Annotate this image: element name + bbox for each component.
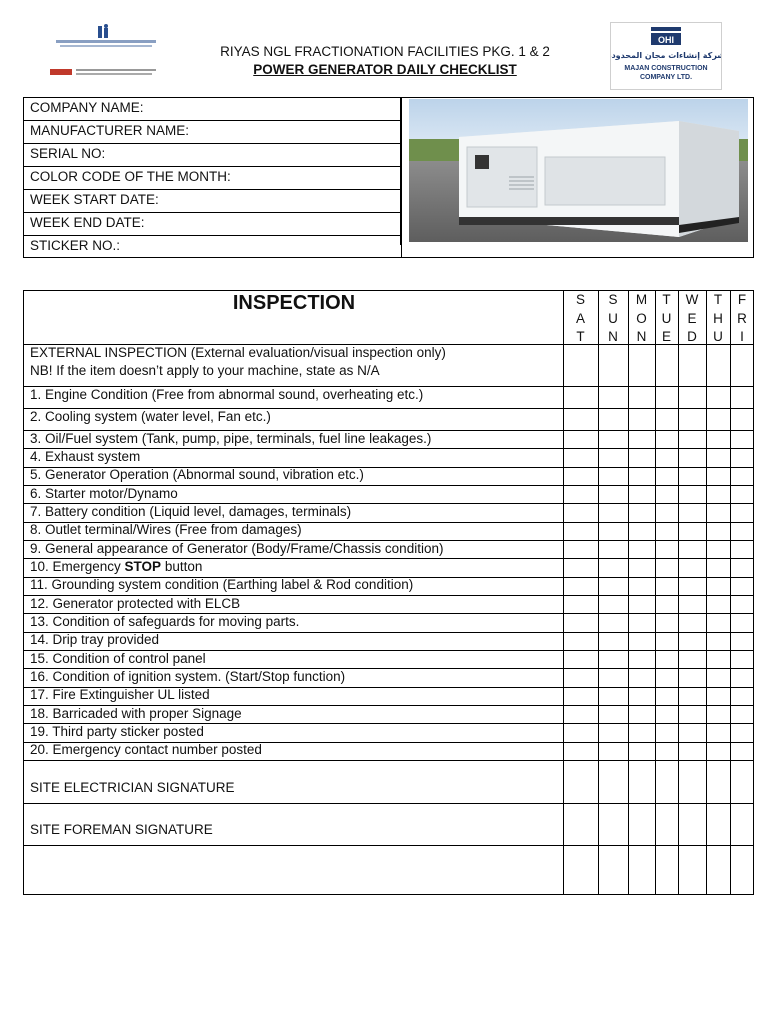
checklist-item: 14. Drip tray provided [30, 632, 160, 647]
checklist-item: 9. General appearance of Generator (Body/Frame/Chassis condition) [30, 541, 444, 556]
svg-text:MAJAN CONSTRUCTION: MAJAN CONSTRUCTION [624, 65, 708, 72]
week-start-date-field[interactable]: WEEK START DATE: [24, 190, 400, 213]
day-header-tue: T U E [661, 292, 672, 344]
day-header-mon: M O N [635, 292, 648, 344]
site-foreman-signature-label: SITE FOREMAN SIGNATURE [30, 822, 213, 837]
checklist-item-emergency-stop: 10. Emergency STOP button [30, 559, 203, 574]
day-header-sat: S A T [575, 292, 585, 344]
serial-no-field[interactable]: SERIAL NO: [24, 144, 400, 167]
company-name-field[interactable]: COMPANY NAME: [24, 98, 400, 121]
svg-text:COMPANY LTD.: COMPANY LTD. [639, 74, 693, 81]
day-header-wed: W E D [685, 292, 699, 344]
checklist-item: 4. Exhaust system [30, 449, 141, 464]
checklist-item: 7. Battery condition (Liquid level, damages, terminals) [30, 504, 352, 519]
sticker-no-field[interactable]: STICKER NO.: [30, 238, 121, 253]
checklist-item: 6. Starter motor/Dynamo [30, 486, 178, 501]
external-inspection-note: EXTERNAL INSPECTION (External evaluation/visual inspection only) [30, 345, 446, 360]
checklist-title: POWER GENERATOR DAILY CHECKLIST [253, 62, 517, 77]
site-electrician-signature-label: SITE ELECTRICIAN SIGNATURE [30, 780, 235, 795]
manufacturer-name-field[interactable]: MANUFACTURER NAME: [24, 121, 400, 144]
svg-text:OHI: OHI [657, 35, 675, 45]
day-header-fri: F R I [737, 292, 747, 344]
svg-text:شركة إنشاءات مجان المحدودة: شركة إنشاءات مجان المحدودة [611, 51, 721, 60]
checklist-item: 18. Barricaded with proper Signage [30, 706, 242, 721]
checklist-item: 16. Condition of ignition system. (Start/Stop function) [30, 669, 346, 684]
generator-photo [409, 99, 748, 242]
checklist-item: 20. Emergency contact number posted [30, 742, 262, 757]
checklist-item: 8. Outlet terminal/Wires (Free from damages) [30, 522, 302, 537]
checklist-item: 11. Grounding system condition (Earthing label & Rod condition) [30, 577, 414, 592]
client-logo [46, 24, 166, 82]
document-title: RIYAS NGL FRACTIONATION FACILITIES PKG. 1 & 2 [220, 44, 550, 59]
checklist-item: 5. Generator Operation (Abnormal sound, vibration etc.) [30, 467, 364, 482]
not-applicable-note: NB! If the item doesn’t apply to your machine, state as N/A [30, 363, 380, 378]
checklist-item: 2. Cooling system (water level, Fan etc.) [30, 409, 271, 424]
checklist-item: 3. Oil/Fuel system (Tank, pump, pipe, terminals, fuel line leakages.) [30, 431, 432, 446]
checklist-item: 15. Condition of control panel [30, 651, 206, 666]
inspection-table [23, 290, 754, 895]
checklist-item: 13. Condition of safeguards for moving parts. [30, 614, 300, 629]
checklist-item: 12. Generator protected with ELCB [30, 596, 241, 611]
checklist-item: 19. Third party sticker posted [30, 724, 204, 739]
week-end-date-field[interactable]: WEEK END DATE: [24, 213, 400, 236]
contractor-logo [610, 22, 722, 90]
checklist-item: 17. Fire Extinguisher UL listed [30, 687, 210, 702]
color-code-field[interactable]: COLOR CODE OF THE MONTH: [24, 167, 400, 190]
checklist-item: 1. Engine Condition (Free from abnormal sound, overheating etc.) [30, 387, 424, 402]
day-header-sun: S U N [608, 292, 618, 344]
day-header-thu: T H U [713, 292, 723, 344]
inspection-heading: INSPECTION [232, 292, 356, 314]
equipment-info-table [23, 97, 754, 258]
